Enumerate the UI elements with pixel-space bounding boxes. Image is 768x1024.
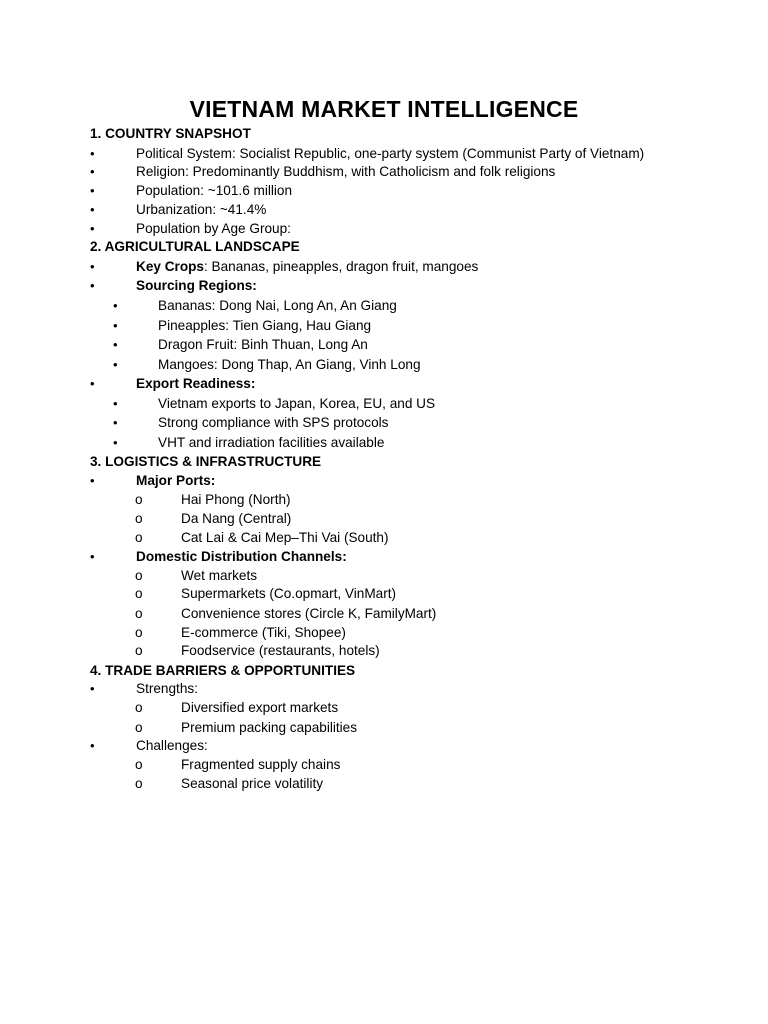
bullet-dot: • (90, 146, 95, 161)
bullet-dot: • (90, 376, 95, 391)
list-item: Pineapples: Tien Giang, Hau Giang (158, 318, 372, 333)
list-item: Political System: Socialist Republic, one-party system (Communist Party of Vietnam) (136, 146, 645, 161)
bullet-circle: o (135, 776, 143, 791)
list-item: Vietnam exports to Japan, Korea, EU, and US (158, 396, 436, 411)
bullet-dot: • (90, 549, 95, 564)
section-heading-country-snapshot: 1. COUNTRY SNAPSHOT (90, 126, 251, 141)
list-item: Foodservice (restaurants, hotels) (181, 643, 380, 658)
section-heading-agricultural-landscape: 2. AGRICULTURAL LANDSCAPE (90, 239, 300, 254)
bullet-dot: • (90, 681, 95, 696)
bullet-dot: • (90, 202, 95, 217)
list-item: Fragmented supply chains (181, 757, 341, 772)
list-item: Cat Lai & Cai Mep–Thi Vai (South) (181, 530, 389, 545)
bullet-dot: • (90, 183, 95, 198)
key-crops-label: Key Crops (136, 259, 204, 274)
list-item: Premium packing capabilities (181, 720, 358, 735)
bullet-dot: • (113, 415, 118, 430)
list-item: Wet markets (181, 568, 258, 583)
list-item: Supermarkets (Co.opmart, VinMart) (181, 586, 397, 601)
bullet-dot: • (90, 473, 95, 488)
bullet-circle: o (135, 511, 143, 526)
bullet-circle: o (135, 720, 143, 735)
bullet-circle: o (135, 530, 143, 545)
list-item: E-commerce (Tiki, Shopee) (181, 625, 346, 640)
strengths-label: Strengths: (136, 681, 198, 696)
list-item: Diversified export markets (181, 700, 339, 715)
bullet-dot: • (113, 396, 118, 411)
list-item: Da Nang (Central) (181, 511, 292, 526)
bullet-dot: • (113, 357, 118, 372)
list-item: Population: ~101.6 million (136, 183, 293, 198)
list-item: Bananas: Dong Nai, Long An, An Giang (158, 298, 397, 313)
bullet-dot: • (90, 164, 95, 179)
bullet-circle: o (135, 700, 143, 715)
list-item: Convenience stores (Circle K, FamilyMart) (181, 606, 437, 621)
bullet-circle: o (135, 606, 143, 621)
bullet-circle: o (135, 643, 143, 658)
key-crops-text: : Bananas, pineapples, dragon fruit, mangoes (204, 259, 479, 274)
bullet-circle: o (135, 586, 143, 601)
bullet-dot: • (90, 278, 95, 293)
list-item-key-crops (136, 257, 478, 276)
list-item: Dragon Fruit: Binh Thuan, Long An (158, 337, 368, 352)
list-item: Hai Phong (North) (181, 492, 291, 507)
major-ports-label: Major Ports: (136, 473, 216, 488)
challenges-label: Challenges: (136, 738, 208, 753)
sourcing-regions-label: Sourcing Regions: (136, 278, 257, 293)
distribution-channels-label: Domestic Distribution Channels: (136, 549, 347, 564)
bullet-dot: • (113, 337, 118, 352)
bullet-dot: • (90, 259, 95, 274)
bullet-dot: • (90, 738, 95, 753)
list-item: Strong compliance with SPS protocols (158, 415, 389, 430)
section-heading-logistics: 3. LOGISTICS & INFRASTRUCTURE (90, 454, 322, 469)
list-item: Urbanization: ~41.4% (136, 202, 267, 217)
bullet-dot: • (90, 221, 95, 236)
list-item: Population by Age Group: (136, 221, 291, 236)
bullet-dot: • (113, 435, 118, 450)
list-item: VHT and irradiation facilities available (158, 435, 385, 450)
document-title: VIETNAM MARKET INTELLIGENCE (189, 96, 579, 122)
list-item: Mangoes: Dong Thap, An Giang, Vinh Long (158, 357, 421, 372)
bullet-dot: • (113, 298, 118, 313)
list-item: Seasonal price volatility (181, 776, 324, 791)
bullet-dot: • (113, 318, 118, 333)
bullet-circle: o (135, 625, 143, 640)
bullet-circle: o (135, 568, 143, 583)
export-readiness-label: Export Readiness: (136, 376, 256, 391)
list-item: Religion: Predominantly Buddhism, with Catholicism and folk religions (136, 164, 556, 179)
section-heading-trade-barriers: 4. TRADE BARRIERS & OPPORTUNITIES (90, 663, 356, 678)
bullet-circle: o (135, 492, 143, 507)
bullet-circle: o (135, 757, 143, 772)
